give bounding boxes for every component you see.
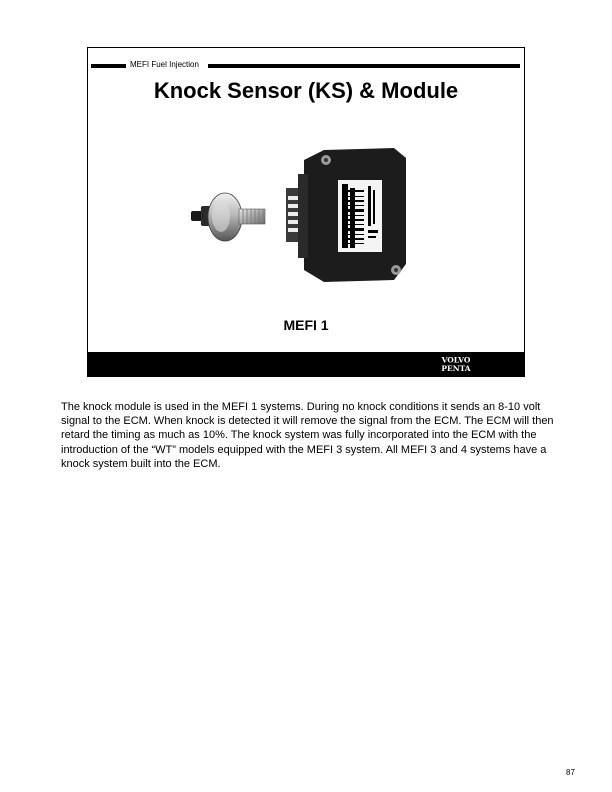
knock-sensor-image	[189, 188, 271, 246]
knock-module-image	[286, 146, 410, 284]
slide-title: Knock Sensor (KS) & Module	[153, 78, 459, 103]
slide-caption: MEFI 1	[283, 317, 329, 333]
body-paragraph: The knock module is used in the MEFI 1 systems. During no knock conditions it sends an 8-10 volt signal to the ECM. When knock is detected it will remove the signal from the ECM. The ECM will then retard the timing as much as 10%. The knock system was fully incorporated into the ECM with the introduction of the “WT” models equipped with the MEFI 3 system. All MEFI 3 and 4 systems have a knock system built into the ECM.	[61, 401, 554, 470]
page-number: 87	[566, 768, 575, 777]
svg-text:VOLVO: VOLVO	[441, 355, 471, 365]
section-label: MEFI Fuel Injection	[130, 60, 199, 69]
header-rule-left	[91, 64, 126, 68]
volvo-penta-logo	[433, 355, 479, 373]
svg-text:PENTA: PENTA	[441, 364, 471, 373]
header-rule-right	[208, 64, 520, 68]
presentation-slide	[87, 47, 525, 377]
slide-footer-bar	[88, 352, 524, 376]
